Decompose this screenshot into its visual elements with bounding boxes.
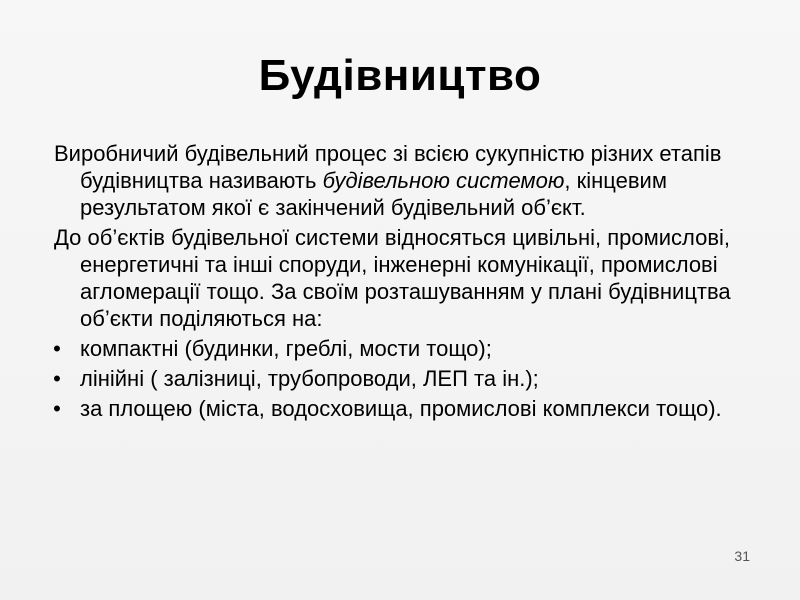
paragraph-definition — [54, 140, 744, 221]
bullet-dot-icon: • — [53, 336, 61, 361]
slide-title: Будівництво — [258, 51, 542, 100]
paragraph-definition-part2: , кінцевим результатом якої є закінчений будівельний об’єкт. — [80, 168, 667, 220]
bullet-item-compact — [54, 335, 744, 362]
paragraph-definition-emphasis: будівельною системою — [322, 168, 565, 193]
bullet-dot-icon: • — [53, 366, 61, 391]
paragraph-objects: До об’єктів будівельної системи відносяться цивільні, промислові, енергетичні та інші споруди, інженерні комунікації, промислові агломерації тощо. За своїм розташуванням у плані будівництва об’єкти поділяються на: — [54, 225, 731, 331]
bullet-list — [54, 335, 744, 422]
bullet-item-area — [54, 395, 744, 422]
bullet-dot-icon: • — [53, 396, 61, 421]
bullet-item-linear — [54, 365, 744, 392]
paragraph-definition-part1: Виробничий будівельний процес зі всією сукупністю різних етапів будівництва називають — [54, 141, 722, 193]
bullet-text: компактні (будинки, греблі, мости тощо); — [80, 336, 492, 361]
slide-body — [54, 140, 744, 425]
bullet-text: за площею (міста, водосховища, промислові комплекси тощо). — [80, 396, 722, 421]
page-number: 31 — [734, 548, 750, 564]
bullet-text: лінійні ( залізниці, трубопроводи, ЛЕП та ін.); — [80, 366, 539, 391]
